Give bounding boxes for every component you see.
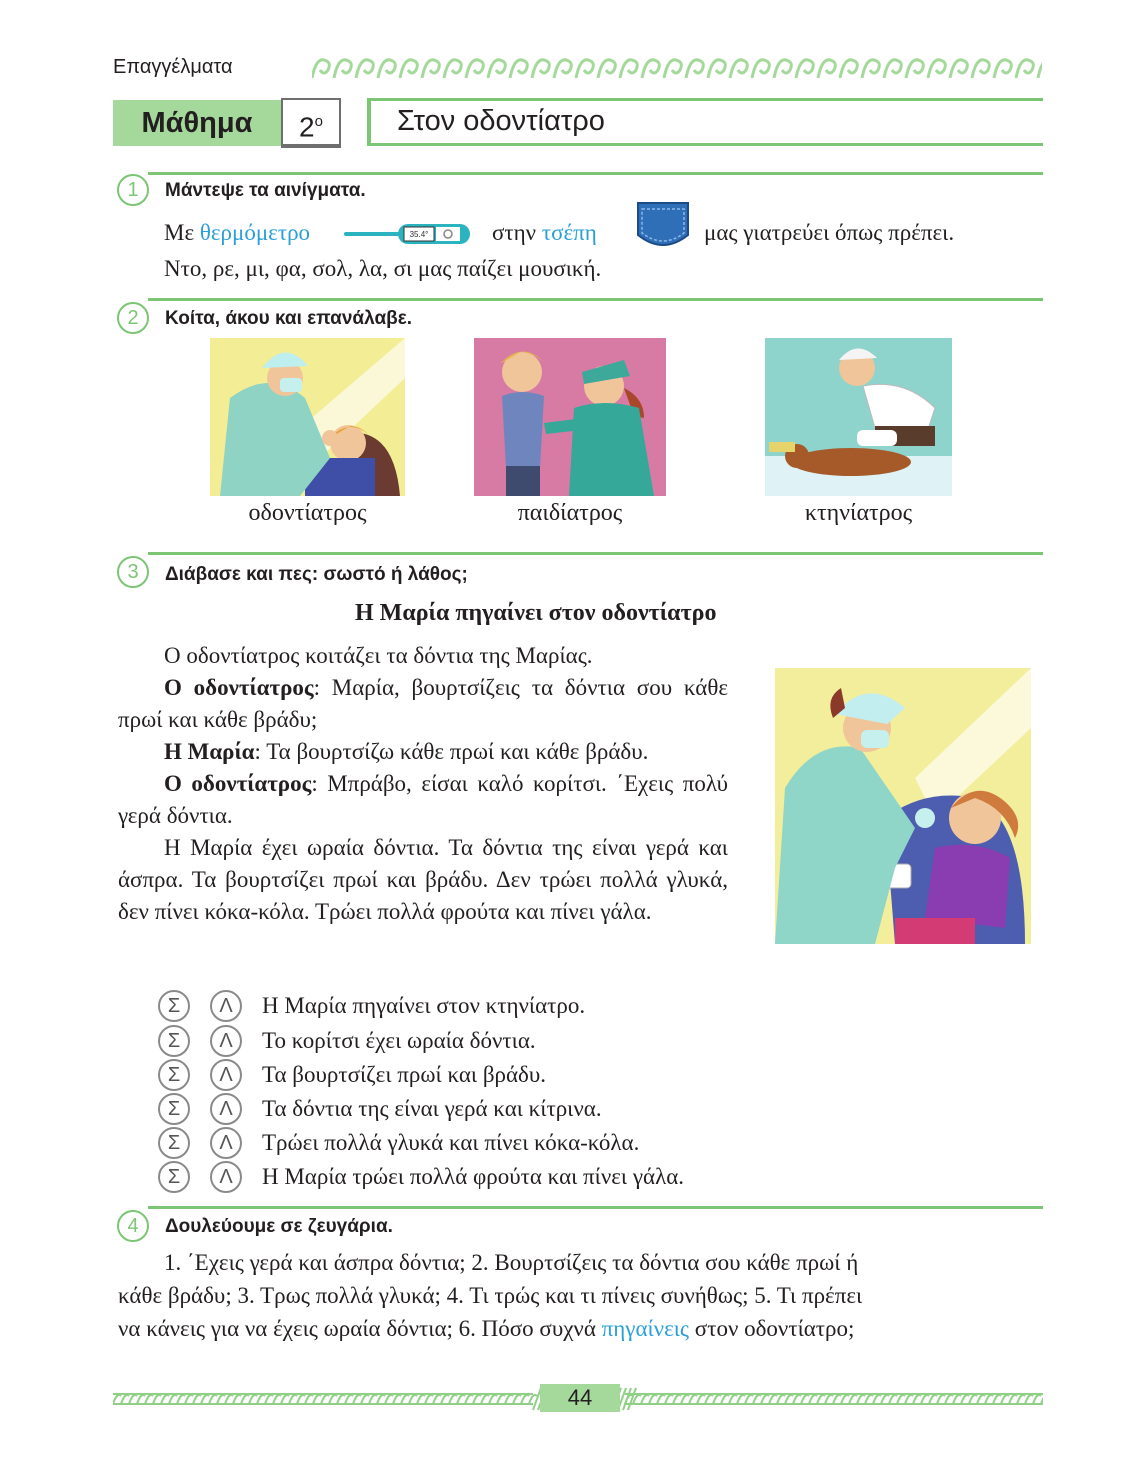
footer-braid: [377, 1395, 385, 1404]
tf-row: [158, 1059, 546, 1089]
footer-braid: [113, 1395, 121, 1404]
footer-braid: [433, 1395, 441, 1404]
pediatrician-illustration: [474, 338, 666, 496]
footer-braid: [993, 1395, 1001, 1404]
footer-braid: [801, 1395, 809, 1404]
footer-braid: [913, 1395, 921, 1404]
footer-braid: [401, 1395, 409, 1404]
footer-braid: [1017, 1395, 1025, 1404]
lesson-number: [281, 98, 341, 148]
caption-pediatrician: παιδίατρος: [517, 500, 623, 526]
footer-braid: [505, 1395, 513, 1404]
footer-braid: [497, 1395, 505, 1404]
footer-braid: [929, 1395, 937, 1404]
section-3-divider: [148, 552, 1043, 555]
footer-braid: [865, 1395, 873, 1404]
footer-braid: [265, 1395, 273, 1404]
footer-braid: [721, 1395, 729, 1404]
section-3-title: Διάβασε και πες: σωστό ή λάθος;: [165, 564, 468, 585]
footer-braid: [937, 1395, 945, 1404]
footer-braid: [241, 1395, 249, 1404]
section-2-title: Κοίτα, άκου και επανάλαβε.: [165, 308, 413, 329]
speaker-maria: Η Μαρία: [164, 739, 255, 764]
footer-braid: [857, 1395, 865, 1404]
footer-braid: [257, 1395, 265, 1404]
false-circle[interactable]: Λ: [210, 1161, 242, 1193]
footer-braid: [369, 1395, 377, 1404]
footer-braid: [145, 1395, 153, 1404]
footer-braid: [737, 1395, 745, 1404]
footer-braid: [633, 1395, 641, 1404]
thermometer-icon: [344, 221, 476, 247]
footer-braid: [169, 1395, 177, 1404]
section-4-title: Δουλεύουμε σε ζευγάρια.: [165, 1216, 393, 1237]
footer-braid: [465, 1395, 473, 1404]
footer-braid: [185, 1395, 193, 1404]
lesson-header: [113, 98, 1043, 152]
footer-braid: [849, 1395, 857, 1404]
section-1-number: 1: [117, 174, 149, 206]
false-circle[interactable]: Λ: [210, 1025, 242, 1057]
footer-braid: [825, 1395, 833, 1404]
tf-row: [158, 1161, 684, 1191]
footer-braid: [409, 1395, 417, 1404]
footer-braid: [353, 1395, 361, 1404]
footer-braid: [761, 1395, 769, 1404]
footer-braid: [473, 1395, 481, 1404]
footer-braid: [153, 1395, 161, 1404]
lesson-title-accent: [367, 101, 371, 143]
footer-braid: [289, 1395, 297, 1404]
section-2-number: 2: [117, 302, 149, 334]
riddle-text: Με: [164, 220, 195, 245]
footer-braid: [217, 1395, 225, 1404]
footer-braid: [729, 1395, 737, 1404]
footer-braid: [1025, 1395, 1033, 1404]
speaker-dentist: Ο οδοντίατρος: [164, 675, 314, 700]
section-3-number: 3: [117, 556, 149, 588]
footer-braid: [121, 1395, 129, 1404]
tf-row: [158, 990, 585, 1020]
footer-braid: [969, 1395, 977, 1404]
section-1-divider: [148, 172, 1043, 175]
decorative-wave-border: [312, 54, 1042, 82]
footer-braid: [345, 1395, 353, 1404]
footer-braid: [657, 1395, 665, 1404]
footer-braid: [641, 1395, 649, 1404]
footer-braid: [161, 1395, 169, 1404]
speech-text: : Τα βουρτσίζω κάθε πρωί και κάθε βράδυ.: [254, 739, 649, 764]
footer-braid: [193, 1395, 201, 1404]
section-1-title: Μάντεψε τα αινίγματα.: [165, 180, 366, 201]
lesson-label: Μάθημα: [113, 100, 281, 146]
footer-braid: [425, 1395, 433, 1404]
story-paragraph-4: [118, 768, 728, 832]
riddle-text: στην: [492, 220, 537, 245]
footer-braid: [441, 1395, 449, 1404]
footer-braid: [1001, 1395, 1009, 1404]
footer-braid: [329, 1395, 337, 1404]
section-4-number: 4: [117, 1210, 149, 1242]
true-circle[interactable]: Σ: [158, 990, 190, 1022]
footer-braid: [1041, 1395, 1043, 1404]
true-circle[interactable]: Σ: [158, 1127, 190, 1159]
footer-braid: [961, 1395, 969, 1404]
footer-braid: [129, 1395, 137, 1404]
tf-row: [158, 1093, 602, 1123]
riddle-line-1: [164, 220, 310, 246]
footer-braid: [889, 1395, 897, 1404]
footer-braid: [745, 1395, 753, 1404]
footer-braid: [249, 1395, 257, 1404]
footer-braid: [809, 1395, 817, 1404]
false-circle[interactable]: Λ: [210, 990, 242, 1022]
speech-text: : Μπράβο, είσαι καλό κορίτσι. ΄Εχεις πολύ γερά δόντια.: [118, 771, 728, 828]
lesson-title: Στον οδοντίατρο: [397, 105, 605, 137]
tf-statement: Η Μαρία τρώει πολλά φρούτα και πίνει γάλα.: [262, 1164, 685, 1189]
true-circle[interactable]: Σ: [158, 1093, 190, 1125]
footer-braid: [489, 1395, 497, 1404]
footer-braid: [705, 1395, 713, 1404]
footer-braid: [177, 1395, 185, 1404]
footer-braid: [785, 1395, 793, 1404]
story-paragraph-2: [118, 672, 728, 736]
footer-braid: [513, 1395, 521, 1404]
section-4-divider: [148, 1206, 1043, 1209]
footer-braid: [233, 1395, 241, 1404]
footer-braid: [921, 1395, 929, 1404]
footer-braid: [305, 1395, 313, 1404]
story-paragraph-5: Η Μαρία έχει ωραία δόντια. Τα δόντια της είναι γερά και άσπρα. Τα βουρτσίζει πρωί και βράδυ. Δεν τρώει πολλά γλυκά, δεν πίνει κόκα-κόλα. Τρώει πολλά φρούτα και πίνει γάλα.: [118, 835, 728, 924]
pair-work-text: να κάνεις για να έχεις ωραία δόντια; 6. Πόσο συχνά: [118, 1316, 596, 1341]
story-text: [118, 640, 728, 928]
story-title: Η Μαρία πηγαίνει στον οδοντίατρο: [355, 600, 717, 626]
story-paragraph-1: Ο οδοντίατρος κοιτάζει τα δόντια της Μαρίας.: [164, 643, 593, 668]
riddle-line-2: Ντο, ρε, μι, φα, σολ, λα, σι μας παίζει μουσική.: [164, 256, 602, 281]
footer-braid: [897, 1395, 905, 1404]
footer-braid: [953, 1395, 961, 1404]
footer-braid: [225, 1395, 233, 1404]
footer-braid: [393, 1395, 401, 1404]
footer-braid: [873, 1395, 881, 1404]
lesson-number-sup: ο: [314, 113, 323, 130]
footer-braid: [665, 1395, 673, 1404]
footer-braid: [481, 1395, 489, 1404]
footer-braid: [681, 1395, 689, 1404]
riddle-keyword-pocket: τσέπη: [541, 220, 597, 245]
footer-braid: [1009, 1395, 1017, 1404]
true-circle[interactable]: Σ: [158, 1059, 190, 1091]
pair-work-line-1: 1. ΄Εχεις γερά και άσπρα δόντια; 2. Βουρτσίζεις τα δόντια σου κάθε πρωί ή: [164, 1250, 859, 1275]
lesson-number-value: 2: [299, 111, 315, 143]
footer-braid: [689, 1395, 697, 1404]
footer-braid: [753, 1395, 761, 1404]
footer-braid: [945, 1395, 953, 1404]
footer-braid: [281, 1395, 289, 1404]
true-circle[interactable]: Σ: [158, 1161, 190, 1193]
page-number: 44: [540, 1384, 620, 1412]
footer-braid: [449, 1395, 457, 1404]
tf-statement: Η Μαρία πηγαίνει στον κτηνίατρο.: [262, 993, 586, 1018]
footer-braid: [297, 1395, 305, 1404]
footer-braid: [881, 1395, 889, 1404]
thermometer-display: 35.4°: [409, 230, 429, 239]
footer-braid: [273, 1395, 281, 1404]
false-circle[interactable]: Λ: [210, 1059, 242, 1091]
jeans-pocket-icon: [634, 201, 692, 253]
footer-braid: [841, 1395, 849, 1404]
footer-braid: [697, 1395, 705, 1404]
caption-veterinarian: κτηνίατρος: [804, 500, 913, 526]
footer-braid: [713, 1395, 721, 1404]
footer-braid: [321, 1395, 329, 1404]
dentist-with-girl-illustration: [775, 668, 1031, 944]
footer-braid: [209, 1395, 217, 1404]
riddle-line-1c: μας γιατρεύει όπως πρέπει.: [704, 220, 955, 245]
footer-braid: [673, 1395, 681, 1404]
footer-braid: [1033, 1395, 1041, 1404]
false-circle[interactable]: Λ: [210, 1093, 242, 1125]
dentist-illustration: [210, 338, 405, 496]
footer-braid: [457, 1395, 465, 1404]
pair-work-line-3: [118, 1316, 854, 1342]
true-circle[interactable]: Σ: [158, 1025, 190, 1057]
footer-braid: [777, 1395, 785, 1404]
footer-braid: [337, 1395, 345, 1404]
lesson-title-frame: [367, 98, 1043, 146]
tf-statement: Τα βουρτσίζει πρωί και βράδυ.: [262, 1062, 547, 1087]
footer-braid: [313, 1395, 321, 1404]
tf-row: [158, 1025, 536, 1055]
section-2-divider: [148, 298, 1043, 301]
riddle-keyword-thermometer: θερμόμετρο: [199, 220, 311, 245]
footer-braid: [833, 1395, 841, 1404]
footer-braid: [977, 1395, 985, 1404]
speech-text: : Μαρία, βουρτσίζεις τα δόντια σου κάθε πρωί και κάθε βράδυ;: [118, 675, 728, 732]
speaker-dentist: Ο οδοντίατρος: [164, 771, 312, 796]
story-paragraph-3: [118, 736, 728, 768]
veterinarian-illustration: [765, 338, 952, 496]
tf-statement: Το κορίτσι έχει ωραία δόντια.: [262, 1028, 536, 1053]
tf-row: [158, 1127, 639, 1157]
footer-braid: [521, 1395, 529, 1404]
footer-braid: [985, 1395, 993, 1404]
footer-braid: [793, 1395, 801, 1404]
riddle-line-1b: [492, 220, 597, 246]
pair-work-text: στον οδοντίατρο;: [694, 1316, 855, 1341]
tf-statement: Τρώει πολλά γλυκά και πίνει κόκα-κόλα.: [262, 1130, 640, 1155]
tf-statement: Τα δόντια της είναι γερά και κίτρινα.: [262, 1096, 602, 1121]
footer-braid: [817, 1395, 825, 1404]
footer-braid: [385, 1395, 393, 1404]
false-circle[interactable]: Λ: [210, 1127, 242, 1159]
footer-braid: [201, 1395, 209, 1404]
pair-work-keyword: πηγαίνεις: [601, 1316, 690, 1341]
chapter-title: Επαγγέλματα: [113, 56, 233, 78]
footer-braid: [361, 1395, 369, 1404]
footer-braid: [137, 1395, 145, 1404]
caption-dentist: οδοντίατρος: [248, 500, 367, 526]
footer-braid: [649, 1395, 657, 1404]
footer-braid: [417, 1395, 425, 1404]
footer-braid: [905, 1395, 913, 1404]
pair-work-line-2: κάθε βράδυ; 3. Τρως πολλά γλυκά; 4. Τι τρώς και τι πίνεις συνήθως; 5. Τι πρέπει: [118, 1283, 863, 1308]
footer-braid: [769, 1395, 777, 1404]
